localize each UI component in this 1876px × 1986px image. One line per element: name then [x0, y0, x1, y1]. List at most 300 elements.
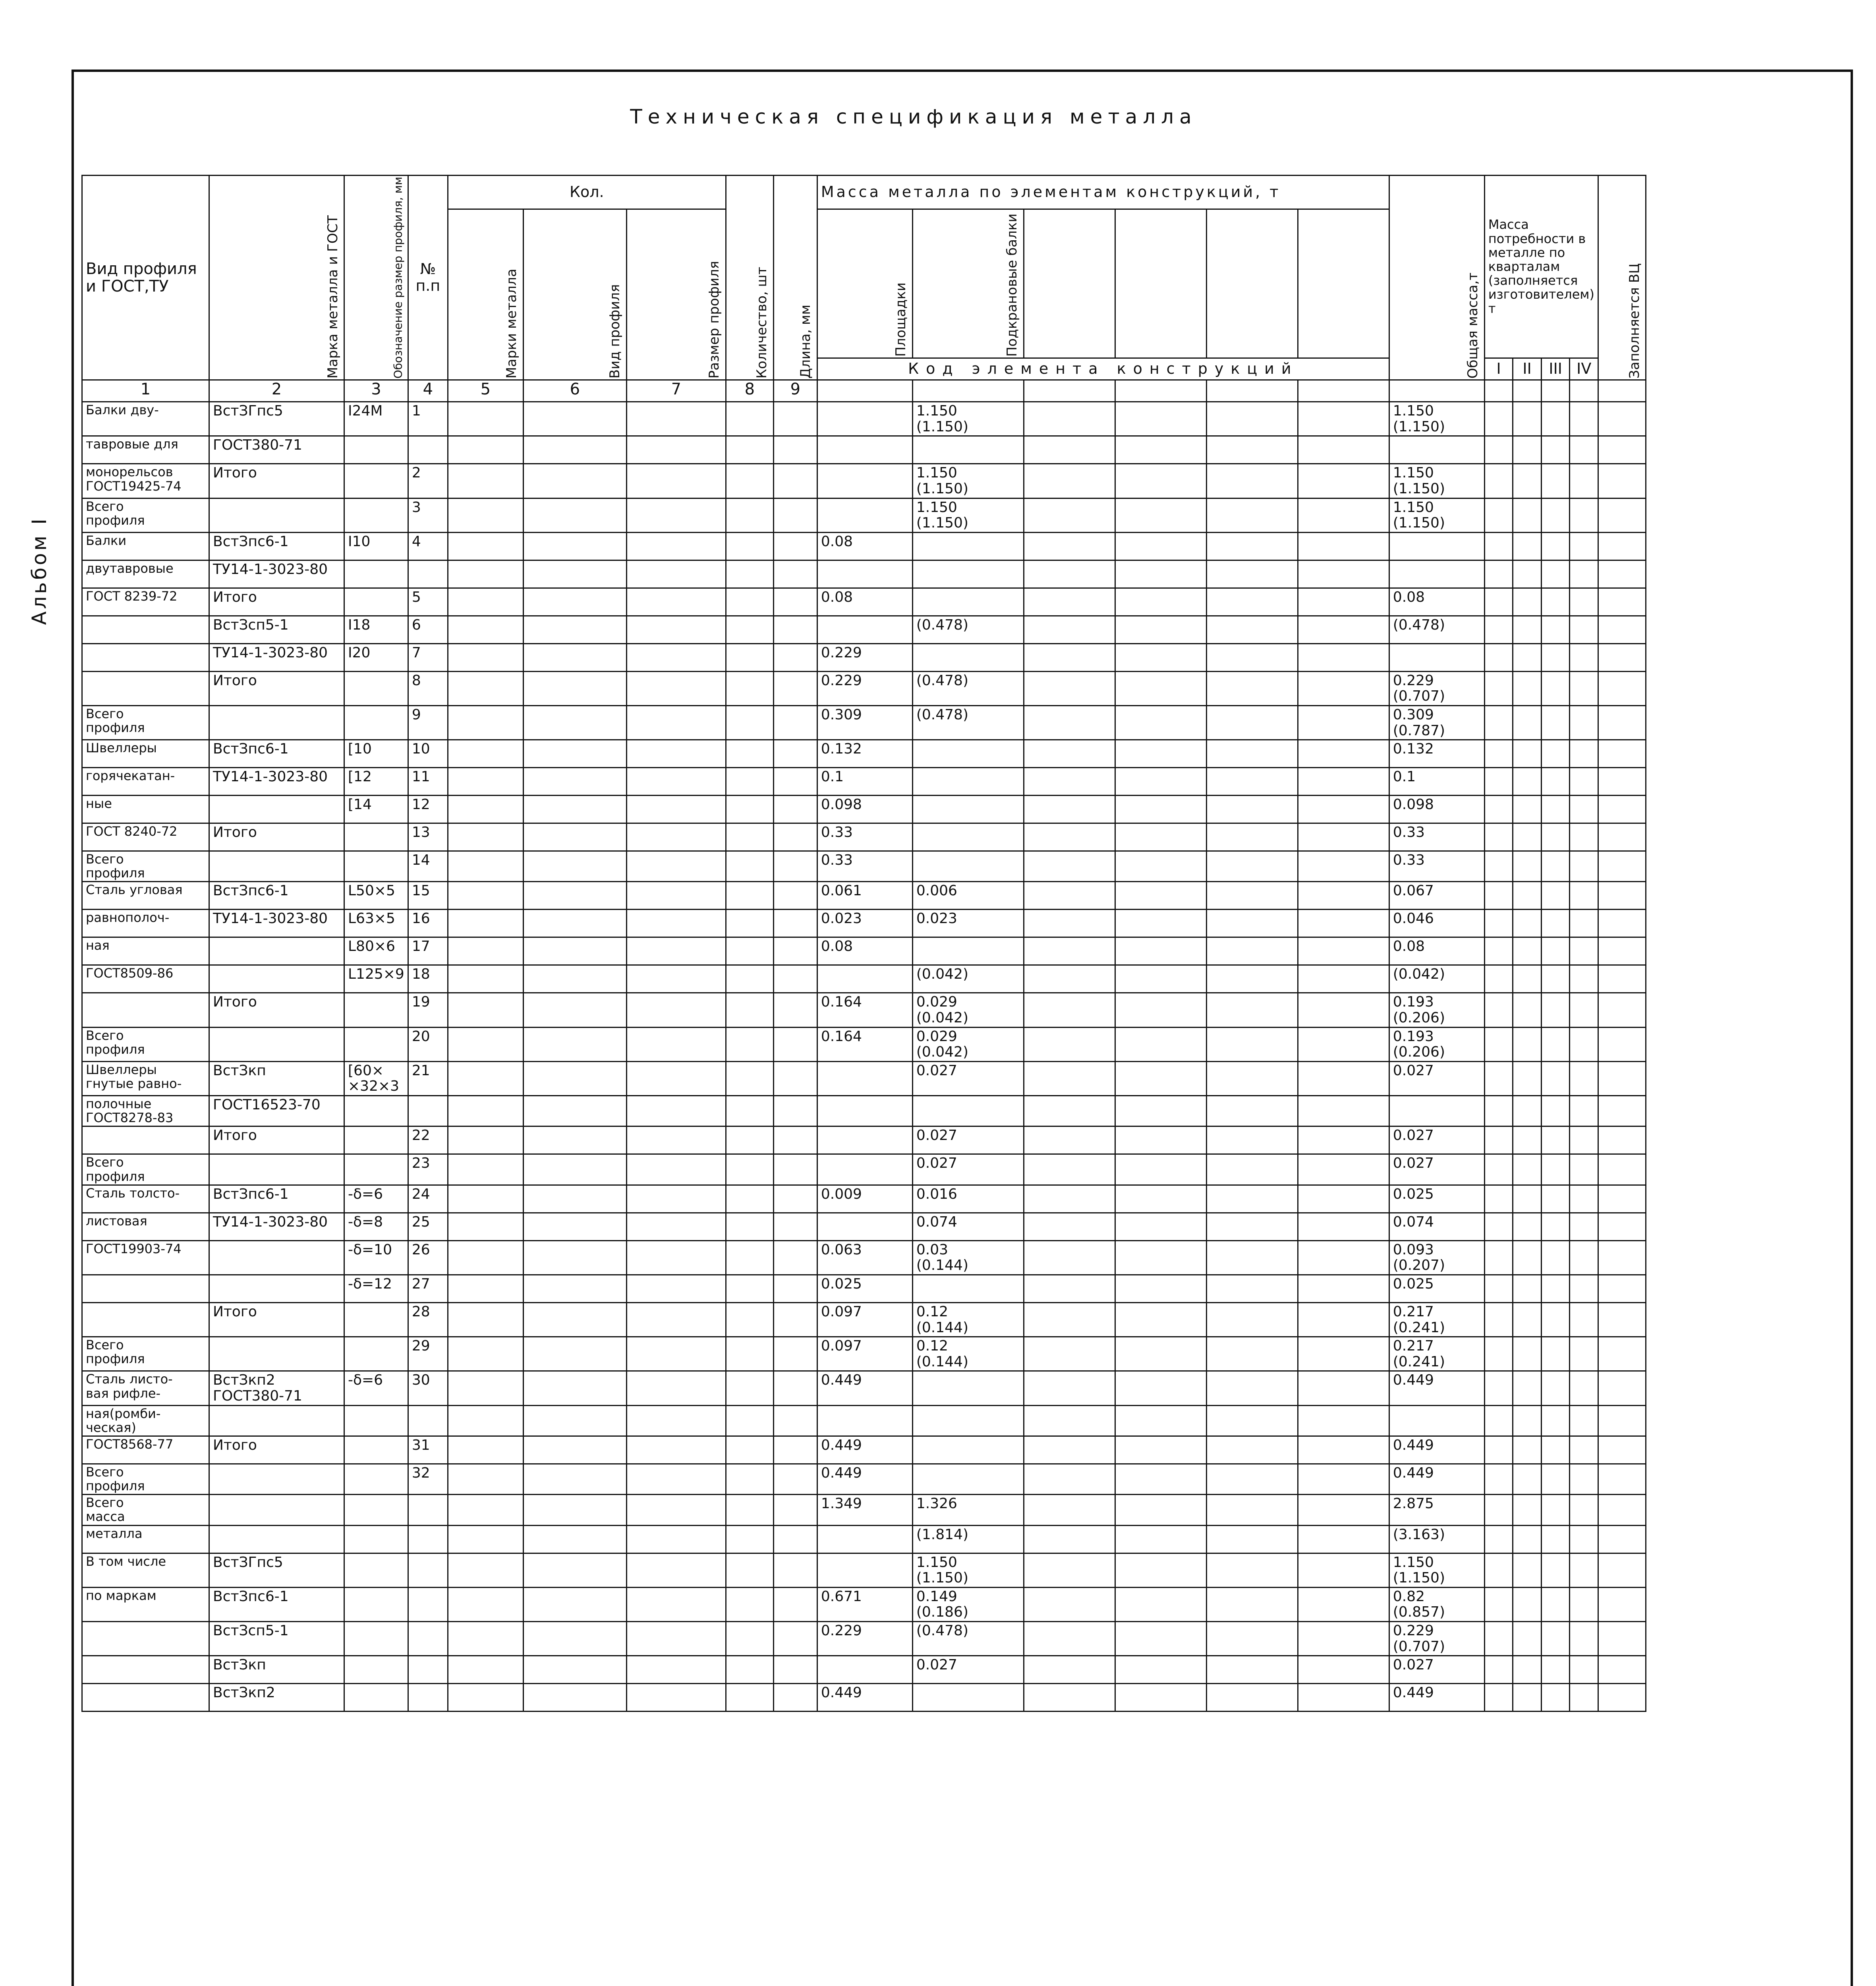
- mass-cell: [1024, 616, 1115, 643]
- size-cell: [344, 1684, 408, 1712]
- col-num: 9: [773, 380, 817, 402]
- quarter-cell: [1570, 643, 1598, 671]
- size-cell: [344, 823, 408, 851]
- qty-profile-cell: [523, 1126, 626, 1154]
- length-cell: [773, 768, 817, 796]
- qty-size-cell: [626, 768, 726, 796]
- quarter-cell: [1513, 1436, 1542, 1464]
- vc-cell: [1598, 882, 1646, 910]
- profile-cell: Швеллеры: [82, 740, 209, 768]
- platforms-mass-cell: 0.449: [817, 1464, 912, 1494]
- length-cell: [773, 1061, 817, 1095]
- mass-cell: [1206, 436, 1298, 464]
- col-num: 5: [448, 380, 523, 402]
- quarter-cell: [1513, 1061, 1542, 1095]
- profile-cell: по маркам: [82, 1587, 209, 1621]
- mass-cell: [1206, 1275, 1298, 1302]
- quarter-cell: [1570, 532, 1598, 560]
- total-mass-cell: 0.046: [1389, 910, 1484, 937]
- count-cell: [726, 1185, 773, 1213]
- crane-beams-mass-cell: [912, 643, 1024, 671]
- quarter-cell: [1541, 965, 1570, 993]
- size-cell: -δ=10: [344, 1240, 408, 1275]
- count-cell: [726, 740, 773, 768]
- col-header-grade: Марка металла и ГОСТ: [209, 176, 344, 380]
- quarter-cell: [1513, 1154, 1542, 1185]
- mass-cell: [1024, 1240, 1115, 1275]
- mass-cell: [1298, 965, 1389, 993]
- quarter-cell: [1541, 532, 1570, 560]
- mass-cell: [1024, 1587, 1115, 1621]
- col-header-q3: III: [1541, 358, 1570, 380]
- quarter-cell: [1570, 1495, 1598, 1525]
- number-cell: 4: [408, 532, 448, 560]
- number-cell: [408, 1656, 448, 1684]
- quarter-cell: [1570, 1656, 1598, 1684]
- qty-grades-cell: [448, 560, 523, 588]
- qty-size-cell: [626, 937, 726, 965]
- crane-beams-mass-cell: 0.029 (0.042): [912, 993, 1024, 1027]
- mass-cell: [1024, 498, 1115, 532]
- qty-grades-cell: [448, 1622, 523, 1656]
- quarter-cell: [1513, 993, 1542, 1027]
- profile-cell: [82, 643, 209, 671]
- crane-beams-mass-cell: 0.027: [912, 1061, 1024, 1095]
- table-row: [82, 1096, 1646, 1126]
- length-cell: [773, 436, 817, 464]
- profile-cell: [82, 1684, 209, 1712]
- platforms-mass-cell: 0.229: [817, 1622, 912, 1656]
- quarter-cell: [1570, 464, 1598, 498]
- length-cell: [773, 588, 817, 616]
- table-row: [82, 402, 1646, 436]
- length-cell: [773, 1405, 817, 1436]
- qty-size-cell: [626, 1337, 726, 1371]
- quarter-cell: [1570, 1185, 1598, 1213]
- mass-cell: [1298, 1275, 1389, 1302]
- quarter-cell: [1570, 1684, 1598, 1712]
- total-mass-cell: 0.027: [1389, 1126, 1484, 1154]
- qty-profile-cell: [523, 643, 626, 671]
- spec-table: [81, 175, 1646, 1712]
- profile-cell: двутавровые: [82, 560, 209, 588]
- size-cell: [344, 705, 408, 740]
- mass-cell: [1206, 616, 1298, 643]
- length-cell: [773, 993, 817, 1027]
- crane-beams-mass-cell: 1.150 (1.150): [912, 498, 1024, 532]
- qty-profile-cell: [523, 768, 626, 796]
- total-mass-cell: 0.027: [1389, 1061, 1484, 1095]
- mass-cell: [1115, 1240, 1206, 1275]
- crane-beams-mass-cell: 0.027: [912, 1126, 1024, 1154]
- qty-size-cell: [626, 993, 726, 1027]
- total-mass-cell: 0.098: [1389, 796, 1484, 823]
- qty-size-cell: [626, 910, 726, 937]
- qty-grades-cell: [448, 1240, 523, 1275]
- quarter-cell: [1541, 1154, 1570, 1185]
- count-cell: [726, 643, 773, 671]
- qty-grades-cell: [448, 1061, 523, 1095]
- profile-cell: Швеллеры гнутые равно-: [82, 1061, 209, 1095]
- crane-beams-mass-cell: [912, 532, 1024, 560]
- col-header-total-mass: Общая масса,т: [1389, 176, 1484, 380]
- platforms-mass-cell: [817, 1405, 912, 1436]
- mass-cell: [1115, 1185, 1206, 1213]
- mass-cell: [1115, 560, 1206, 588]
- qty-size-cell: [626, 796, 726, 823]
- qty-grades-cell: [448, 588, 523, 616]
- qty-size-cell: [626, 1371, 726, 1405]
- qty-grades-cell: [448, 671, 523, 705]
- quarter-cell: [1513, 588, 1542, 616]
- total-mass-cell: 0.82 (0.857): [1389, 1587, 1484, 1621]
- size-cell: [12: [344, 768, 408, 796]
- size-cell: [344, 1464, 408, 1494]
- mass-cell: [1298, 1126, 1389, 1154]
- qty-grades-cell: [448, 1464, 523, 1494]
- profile-cell: Балки дву-: [82, 402, 209, 436]
- platforms-mass-cell: 0.08: [817, 937, 912, 965]
- table-row: [82, 616, 1646, 643]
- mass-cell: [1206, 1495, 1298, 1525]
- mass-empty-4: [1298, 209, 1389, 358]
- quarter-cell: [1570, 1275, 1598, 1302]
- mass-cell: [1206, 402, 1298, 436]
- quarter-cell: [1570, 671, 1598, 705]
- quarter-cell: [1541, 1027, 1570, 1061]
- mass-cell: [1115, 436, 1206, 464]
- size-cell: [344, 1495, 408, 1525]
- mass-cell: [1298, 560, 1389, 588]
- quarter-cell: [1513, 882, 1542, 910]
- size-cell: [344, 436, 408, 464]
- quarter-cell: [1541, 1302, 1570, 1337]
- profile-cell: ная: [82, 937, 209, 965]
- table-row: [82, 993, 1646, 1027]
- quarter-cell: [1513, 1495, 1542, 1525]
- total-mass-cell: 0.132: [1389, 740, 1484, 768]
- size-cell: I20: [344, 643, 408, 671]
- profile-cell: горячекатан-: [82, 768, 209, 796]
- grade-cell: ТУ14-1-3023-80: [209, 1213, 344, 1240]
- table-row: [82, 1405, 1646, 1436]
- mass-cell: [1024, 796, 1115, 823]
- mass-cell: [1024, 1337, 1115, 1371]
- quarter-cell: [1541, 671, 1570, 705]
- size-cell: I18: [344, 616, 408, 643]
- number-cell: [408, 1587, 448, 1621]
- mass-cell: [1206, 1213, 1298, 1240]
- qty-grades-cell: [448, 1213, 523, 1240]
- crane-beams-mass-cell: [912, 1275, 1024, 1302]
- grade-cell: ВстЗпс6-1: [209, 1185, 344, 1213]
- count-cell: [726, 1495, 773, 1525]
- qty-grades-cell: [448, 643, 523, 671]
- mass-cell: [1206, 1622, 1298, 1656]
- grade-cell: [209, 705, 344, 740]
- platforms-mass-cell: 0.229: [817, 671, 912, 705]
- qty-profile-cell: [523, 993, 626, 1027]
- qty-size-cell: [626, 1587, 726, 1621]
- mass-cell: [1298, 532, 1389, 560]
- mass-cell: [1206, 1405, 1298, 1436]
- mass-cell: [1024, 1302, 1115, 1337]
- grade-cell: [209, 1240, 344, 1275]
- mass-cell: [1024, 436, 1115, 464]
- qty-size-cell: [626, 436, 726, 464]
- mass-cell: [1115, 796, 1206, 823]
- quarter-cell: [1541, 1656, 1570, 1684]
- mass-cell: [1115, 1587, 1206, 1621]
- qty-size-cell: [626, 1684, 726, 1712]
- crane-beams-mass-cell: 0.029 (0.042): [912, 1027, 1024, 1061]
- vc-cell: [1598, 1684, 1646, 1712]
- total-mass-cell: 0.33: [1389, 823, 1484, 851]
- quarter-cell: [1484, 851, 1513, 882]
- quarter-cell: [1484, 643, 1513, 671]
- platforms-mass-cell: [817, 436, 912, 464]
- count-cell: [726, 464, 773, 498]
- qty-size-cell: [626, 1495, 726, 1525]
- size-cell: L80×6: [344, 937, 408, 965]
- size-cell: [344, 588, 408, 616]
- col-header-qty-grades: Марки металла: [448, 209, 523, 380]
- length-cell: [773, 560, 817, 588]
- grade-cell: Итого: [209, 464, 344, 498]
- size-cell: -δ=6: [344, 1185, 408, 1213]
- quarter-cell: [1541, 1405, 1570, 1436]
- quarter-cell: [1570, 1302, 1598, 1337]
- quarter-cell: [1484, 1185, 1513, 1213]
- mass-cell: [1206, 464, 1298, 498]
- mass-cell: [1206, 1154, 1298, 1185]
- vc-cell: [1598, 1622, 1646, 1656]
- table-row: [82, 1061, 1646, 1095]
- mass-cell: [1298, 1656, 1389, 1684]
- mass-cell: [1298, 1495, 1389, 1525]
- size-cell: I24М: [344, 402, 408, 436]
- quarter-cell: [1570, 705, 1598, 740]
- total-mass-cell: [1389, 436, 1484, 464]
- mass-cell: [1024, 1436, 1115, 1464]
- platforms-mass-cell: [817, 1126, 912, 1154]
- quarter-cell: [1513, 965, 1542, 993]
- qty-profile-cell: [523, 1275, 626, 1302]
- grade-cell: ВстЗГпс5: [209, 402, 344, 436]
- quarter-cell: [1570, 796, 1598, 823]
- mass-cell: [1206, 1126, 1298, 1154]
- crane-beams-mass-cell: [912, 937, 1024, 965]
- qty-grades-cell: [448, 402, 523, 436]
- crane-beams-mass-cell: [912, 1096, 1024, 1126]
- profile-cell: Всего профиля: [82, 1154, 209, 1185]
- profile-cell: тавровые для: [82, 436, 209, 464]
- table-row: [82, 464, 1646, 498]
- quarter-cell: [1541, 1275, 1570, 1302]
- quarter-cell: [1541, 1495, 1570, 1525]
- platforms-mass-cell: 0.671: [817, 1587, 912, 1621]
- length-cell: [773, 1587, 817, 1621]
- mass-cell: [1024, 402, 1115, 436]
- mass-cell: [1298, 796, 1389, 823]
- grade-cell: ТУ14-1-3023-80: [209, 768, 344, 796]
- mass-cell: [1206, 671, 1298, 705]
- size-cell: [344, 1027, 408, 1061]
- crane-beams-mass-cell: (0.042): [912, 965, 1024, 993]
- qty-profile-cell: [523, 910, 626, 937]
- col-header-platforms: Площадки: [817, 209, 912, 358]
- col-header-profile: Вид профиля и ГОСТ,ТУ: [82, 176, 209, 380]
- mass-cell: [1115, 1275, 1206, 1302]
- profile-cell: Всего профиля: [82, 1464, 209, 1494]
- mass-cell: [1206, 1027, 1298, 1061]
- profile-cell: монорельсов ГОСТ19425-74: [82, 464, 209, 498]
- mass-cell: [1298, 740, 1389, 768]
- col-num: 1: [82, 380, 209, 402]
- quarter-cell: [1513, 1464, 1542, 1494]
- vc-cell: [1598, 1525, 1646, 1553]
- quarter-cell: [1513, 1371, 1542, 1405]
- grade-cell: [209, 1337, 344, 1371]
- qty-size-cell: [626, 1464, 726, 1494]
- qty-size-cell: [626, 1656, 726, 1684]
- grade-cell: ВстЗГпс5: [209, 1553, 344, 1587]
- qty-size-cell: [626, 1525, 726, 1553]
- quarter-cell: [1513, 498, 1542, 532]
- mass-cell: [1024, 1027, 1115, 1061]
- vc-cell: [1598, 740, 1646, 768]
- qty-profile-cell: [523, 851, 626, 882]
- qty-profile-cell: [523, 560, 626, 588]
- qty-grades-cell: [448, 796, 523, 823]
- quarter-cell: [1513, 796, 1542, 823]
- mass-cell: [1206, 1096, 1298, 1126]
- mass-cell: [1298, 1436, 1389, 1464]
- quarter-cell: [1541, 588, 1570, 616]
- quarter-cell: [1541, 498, 1570, 532]
- qty-size-cell: [626, 498, 726, 532]
- count-cell: [726, 1436, 773, 1464]
- mass-cell: [1115, 740, 1206, 768]
- mass-cell: [1115, 1684, 1206, 1712]
- qty-size-cell: [626, 560, 726, 588]
- count-cell: [726, 823, 773, 851]
- qty-size-cell: [626, 1240, 726, 1275]
- mass-cell: [1206, 1436, 1298, 1464]
- spec-body: [82, 402, 1646, 1712]
- quarter-cell: [1484, 1622, 1513, 1656]
- size-cell: -δ=8: [344, 1213, 408, 1240]
- quarter-cell: [1484, 1126, 1513, 1154]
- grade-cell: Итого: [209, 671, 344, 705]
- qty-size-cell: [626, 1302, 726, 1337]
- number-cell: 15: [408, 882, 448, 910]
- quarter-cell: [1484, 768, 1513, 796]
- count-cell: [726, 498, 773, 532]
- qty-profile-cell: [523, 402, 626, 436]
- length-cell: [773, 705, 817, 740]
- qty-size-cell: [626, 1405, 726, 1436]
- quarter-cell: [1541, 464, 1570, 498]
- crane-beams-mass-cell: 0.149 (0.186): [912, 1587, 1024, 1621]
- col-header-qty: Кол.: [448, 176, 726, 209]
- vc-cell: [1598, 1096, 1646, 1126]
- quarter-cell: [1570, 1337, 1598, 1371]
- count-cell: [726, 965, 773, 993]
- total-mass-cell: 0.229 (0.707): [1389, 1622, 1484, 1656]
- mass-cell: [1206, 823, 1298, 851]
- mass-cell: [1115, 1096, 1206, 1126]
- mass-cell: [1115, 965, 1206, 993]
- vc-cell: [1598, 1553, 1646, 1587]
- platforms-mass-cell: [817, 616, 912, 643]
- mass-cell: [1115, 1495, 1206, 1525]
- total-mass-cell: 0.449: [1389, 1684, 1484, 1712]
- qty-grades-cell: [448, 1096, 523, 1126]
- length-cell: [773, 1525, 817, 1553]
- quarter-cell: [1484, 402, 1513, 436]
- number-cell: 2: [408, 464, 448, 498]
- qty-grades-cell: [448, 1553, 523, 1587]
- mass-cell: [1206, 588, 1298, 616]
- mass-cell: [1024, 823, 1115, 851]
- mass-cell: [1206, 1525, 1298, 1553]
- number-cell: [408, 1405, 448, 1436]
- qty-profile-cell: [523, 965, 626, 993]
- quarter-cell: [1484, 1213, 1513, 1240]
- table-row: [82, 851, 1646, 882]
- number-cell: 32: [408, 1464, 448, 1494]
- quarter-cell: [1513, 1587, 1542, 1621]
- qty-profile-cell: [523, 1185, 626, 1213]
- quarter-cell: [1541, 436, 1570, 464]
- mass-cell: [1298, 851, 1389, 882]
- qty-profile-cell: [523, 532, 626, 560]
- size-cell: [10: [344, 740, 408, 768]
- col-header-demand: Масса потребности в металле по кварталам (заполняется изготовителем) т: [1484, 176, 1598, 358]
- mass-cell: [1024, 740, 1115, 768]
- profile-cell: Всего профиля: [82, 498, 209, 532]
- quarter-cell: [1484, 937, 1513, 965]
- quarter-cell: [1513, 1096, 1542, 1126]
- quarter-cell: [1513, 1302, 1542, 1337]
- total-mass-cell: 0.074: [1389, 1213, 1484, 1240]
- number-cell: 27: [408, 1275, 448, 1302]
- qty-grades-cell: [448, 1587, 523, 1621]
- profile-cell: Всего профиля: [82, 705, 209, 740]
- mass-cell: [1206, 1337, 1298, 1371]
- profile-cell: [82, 1656, 209, 1684]
- vc-cell: [1598, 1027, 1646, 1061]
- profile-cell: ГОСТ 8240-72: [82, 823, 209, 851]
- total-mass-cell: [1389, 532, 1484, 560]
- mass-cell: [1298, 1684, 1389, 1712]
- grade-cell: ВстЗпс6-1: [209, 1587, 344, 1621]
- quarter-cell: [1484, 1275, 1513, 1302]
- size-cell: [60× ×32×3: [344, 1061, 408, 1095]
- mass-cell: [1024, 1371, 1115, 1405]
- mass-cell: [1024, 560, 1115, 588]
- mass-cell: [1298, 1154, 1389, 1185]
- quarter-cell: [1541, 993, 1570, 1027]
- number-cell: 12: [408, 796, 448, 823]
- vc-cell: [1598, 1371, 1646, 1405]
- length-cell: [773, 823, 817, 851]
- vc-cell: [1598, 796, 1646, 823]
- vc-cell: [1598, 1126, 1646, 1154]
- total-mass-cell: (3.163): [1389, 1525, 1484, 1553]
- table-row: [82, 740, 1646, 768]
